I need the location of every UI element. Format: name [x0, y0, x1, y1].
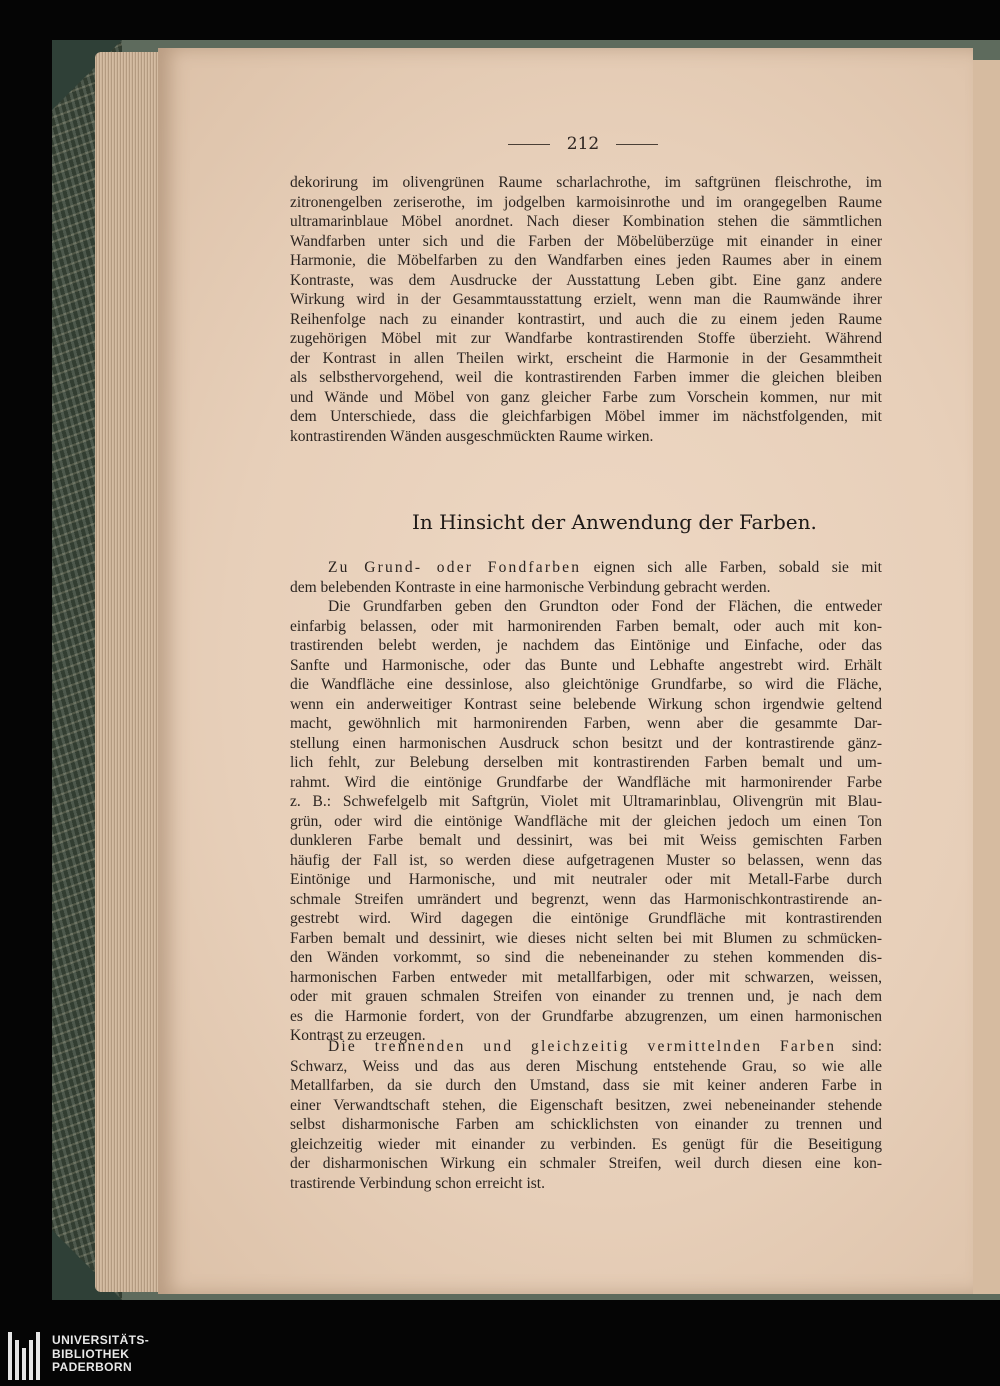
text-line — [290, 558, 882, 578]
text-line: dem Unterschiede, dass die gleichfarbigen Möbel immer im nächstfolgenden, mit — [290, 408, 882, 425]
section-heading: In Hinsicht der Anwendung der Farben. — [412, 510, 817, 534]
text-line: einfarbig belassen, oder mit harmonirenden Farben bemalt, oder auch mit kon- — [290, 617, 882, 635]
paragraph-1 — [290, 173, 882, 446]
text-line: es die Harmonie fordert, von der Grundfarbe abzugrenzen, um einen harmonischen — [290, 1007, 882, 1025]
text-line: harmonischen Farben entweder mit metallfarbigen, oder mit schwarzen, weissen, — [290, 968, 882, 986]
text-line: Eintönige und Harmonische, und mit neutraler oder mit Metall-Farbe durch — [290, 871, 882, 888]
text-line: rahmt. Wird die eintönige Grundfarbe der Wandfläche mit harmonirender Farbe — [290, 773, 882, 791]
text-line: Kontrast zu erzeugen. — [290, 1027, 426, 1044]
text-line: oder mit grauen schmalen Streifen von einander zu trennen und, je nach dem — [290, 988, 882, 1005]
text-line: gestrebt wird. Wird dagegen die eintönige Grundfläche mit kontrastirenden — [290, 910, 882, 927]
text-line: Wirkung wird in der Gesammtausstattung erzielt, wenn man die Raumwände ihrer — [290, 291, 882, 308]
text-line: Sanfte und Harmonische, oder das Bunte und Lebhafte angestrebt wird. Erhält — [290, 656, 882, 674]
text-line: z. B.: Schwefelgelb mit Saftgrün, Violet mit Ultramarinblau, Olivengrün mit Blau- — [290, 793, 882, 810]
text-line: den Wänden vorkommt, so sind die nebeneinander zu stehen kommenden dis- — [290, 949, 882, 966]
paragraph-4 — [290, 1037, 882, 1193]
page-number: 212 — [566, 134, 600, 154]
page-header — [508, 130, 658, 158]
text-line: schmale Streifen umrändert und begrenzt, wenn das Harmonischkontrastirende an- — [290, 890, 882, 908]
spaced-term: Zu Grund- oder Fondfarben — [328, 559, 582, 576]
text-line: gleichzeitig wieder mit einander zu verbinden. Es genügt für die Beseitigung — [290, 1135, 882, 1153]
text-line: Wandfarben unter sich und die Farben der Möbelüberzüge mit einander in einer — [290, 232, 882, 250]
text-line: lich fehlt, zur Belebung derselben mit kontrastirenden Farben bemalt und um- — [290, 754, 882, 771]
library-logo — [4, 1332, 174, 1384]
header-rule-right — [616, 144, 658, 145]
text-fragment: sind: — [836, 1038, 882, 1055]
logo-text — [52, 1334, 149, 1375]
text-line: trastirende Verbindung schon erreicht ist. — [290, 1174, 545, 1192]
text-line: trastirenden belebt werden, je nachdem das Eintönige und Einfache, oder das — [290, 637, 882, 654]
logo-line-1: UNIVERSITÄTS- — [52, 1333, 150, 1347]
text-line: zitronengelben zeriserothe, im jodgelben karmoisinrothe und im orangegelben Raume — [290, 193, 882, 211]
text-line: dem belebenden Kontraste in eine harmonische Verbindung gebracht werden. — [290, 578, 771, 596]
paragraph-2 — [290, 558, 882, 597]
text-line: dekorirung im olivengrünen Raume scharlachrothe, im saftgrünen fleischrothe, im — [290, 174, 882, 191]
spaced-term: Die trennenden und gleichzeitig vermittelnden Farben — [328, 1038, 837, 1055]
text-line: Harmonie, die Möbelfarben zu den Wandfarben eines jeden Raumes aber in einem — [290, 252, 882, 269]
text-line: Metallfarben, da sie durch den Umstand, dass sie mit keiner anderen Farbe in — [290, 1077, 882, 1094]
text-line — [290, 1037, 882, 1057]
text-line: Schwarz, Weiss und das aus deren Mischung entstehende Grau, so wie alle — [290, 1057, 882, 1075]
logo-line-3: PADERBORN — [52, 1360, 133, 1374]
text-line: Reihenfolge nach zu einander kontrastirt, und auch die zu einem jeden Raume — [290, 310, 882, 328]
text-line: als selbsthervorgehend, weil die kontrastirenden Farben immer die gleichen bleiben — [290, 369, 882, 386]
paragraph-3 — [290, 597, 882, 1046]
header-rule-left — [508, 144, 550, 145]
text-line: einer Verwandtschaft stehen, die Eigenschaft besitzen, zwei nebeneinander stehende — [290, 1096, 882, 1114]
text-line: selbst disharmonische Farben am schicklichsten von einander zu trennen und — [290, 1116, 882, 1133]
page-right-edge — [970, 60, 1000, 1294]
logo-bars-icon — [8, 1332, 48, 1380]
text-line: grün, oder wird die eintönige Wandfläche mit der gleichen jedoch um einen Ton — [290, 812, 882, 830]
text-line: zugehörigen Möbel mit zur Wandfarbe kontrastirenden Stoffe überzieht. Während — [290, 330, 882, 347]
text-line: Kontraste, was dem Ausdrucke der Ausstattung Leben gibt. Eine ganz andere — [290, 271, 882, 289]
text-line: dunkleren Farbe bemalt und dessinirt, was bei mit Weiss gemischten Farben — [290, 832, 882, 849]
text-line: der disharmonischen Wirkung ein schmaler Streifen, weil durch diesen eine kon- — [290, 1155, 882, 1172]
page-stack-edges — [95, 52, 165, 1292]
text-line: wenn ein anderweitiger Kontrast seine belebende Wirkung schon irgendwie geltend — [290, 695, 882, 713]
text-line: häufig der Fall ist, so werden diese aufgetragenen Muster so belassen, wenn das — [290, 851, 882, 869]
text-fragment: eignen sich alle Farben, sobald sie mit — [581, 559, 882, 576]
text-line: kontrastirenden Wänden ausgeschmückten Raume wirken. — [290, 427, 654, 445]
text-line: ultramarinblaue Möbel anordnet. Nach dieser Kombination stehen die sämmtlichen — [290, 213, 882, 230]
text-line: macht, gewöhnlich mit harmonirenden Farben, wenn aber die gesammte Dar- — [290, 715, 882, 732]
text-line: Farben bemalt und dessinirt, wie dieses nicht selten bei mit Blumen zu schmücken- — [290, 929, 882, 947]
text-line: und Wände und Möbel von ganz gleicher Farbe zum Vorschein kommen, nur mit — [290, 388, 882, 406]
logo-line-2: BIBLIOTHEK — [52, 1346, 130, 1361]
text-line: der Kontrast in allen Theilen wirkt, erscheint die Harmonie in der Gesammtheit — [290, 349, 882, 367]
text-line: stellung einen harmonischen Ausdruck schon besitzt und der kontrastirende gänz- — [290, 734, 882, 752]
text-line: die Wandfläche eine dessinlose, also gleichtönige Grundfarbe, so wird die Fläche, — [290, 676, 882, 693]
text-line: Die Grundfarben geben den Grundton oder Fond der Flächen, die entweder — [328, 598, 882, 615]
